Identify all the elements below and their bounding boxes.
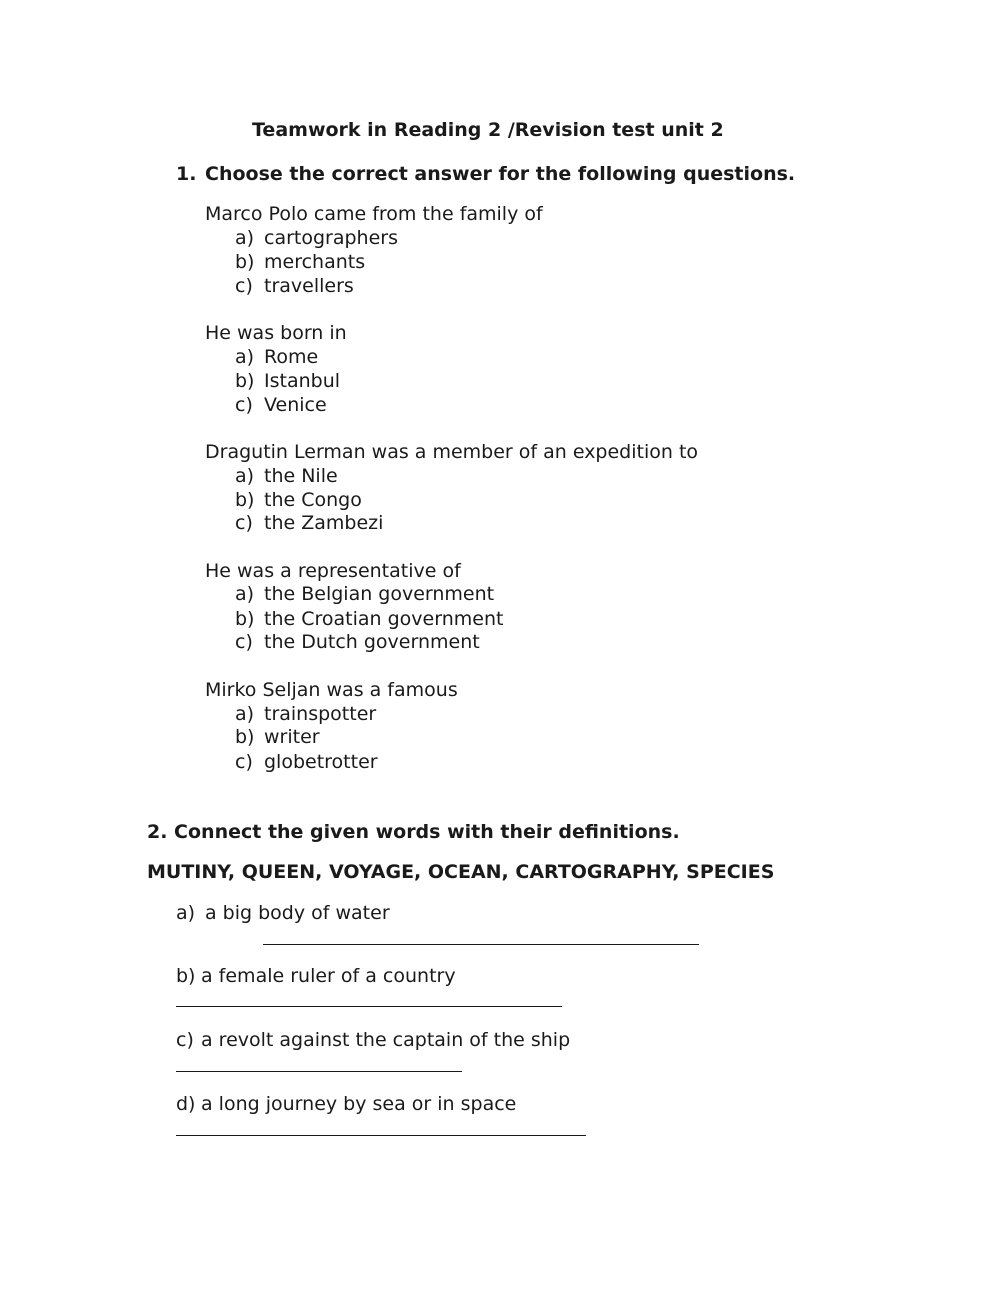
q4-option-b[interactable]: the Croatian government — [264, 608, 504, 630]
answer-blank-d[interactable] — [176, 1135, 586, 1136]
q3-option-a[interactable]: the Nile — [264, 465, 338, 487]
q1-option-b[interactable]: merchants — [264, 251, 366, 273]
definition-c-letter: c) — [176, 1029, 194, 1051]
answer-blank-a[interactable] — [263, 944, 699, 945]
page-title: Teamwork in Reading 2 /Revision test unit 2 — [252, 119, 724, 141]
definition-a-letter: a) — [176, 902, 196, 924]
q5-option-c[interactable]: globetrotter — [264, 751, 378, 773]
q1-option-a[interactable]: cartographers — [264, 227, 398, 249]
definition-d-letter: d) — [176, 1093, 196, 1115]
q4-option-c[interactable]: the Dutch government — [264, 631, 480, 653]
q4-option-a-letter: a) — [235, 583, 255, 605]
q5-option-a[interactable]: trainspotter — [264, 703, 377, 725]
q3-option-b[interactable]: the Congo — [264, 489, 362, 511]
q2-option-a-letter: a) — [235, 346, 255, 368]
q4-option-a[interactable]: the Belgian government — [264, 583, 495, 605]
q2-option-c-letter: c) — [235, 394, 253, 416]
q5-option-a-letter: a) — [235, 703, 255, 725]
q1-option-c-letter: c) — [235, 275, 253, 297]
q4-option-c-letter: c) — [235, 631, 253, 653]
q2-option-c[interactable]: Venice — [264, 394, 327, 416]
definition-c-text: a revolt against the captain of the ship — [201, 1029, 571, 1051]
section-1-heading: Choose the correct answer for the following questions. — [205, 163, 796, 185]
q3-option-b-letter: b) — [235, 489, 255, 511]
q1-option-a-letter: a) — [235, 227, 255, 249]
definition-d-text: a long journey by sea or in space — [201, 1093, 517, 1115]
answer-blank-b[interactable] — [176, 1006, 562, 1007]
q5-option-b[interactable]: writer — [264, 726, 320, 748]
definition-b-text: a female ruler of a country — [201, 965, 456, 987]
q5-option-b-letter: b) — [235, 726, 255, 748]
question-1-prompt: Marco Polo came from the family of — [205, 203, 543, 225]
question-5-prompt: Mirko Seljan was a famous — [205, 679, 458, 701]
question-4-prompt: He was a representative of — [205, 560, 461, 582]
section-2-heading: 2. Connect the given words with their definitions. — [147, 821, 680, 843]
word-bank: MUTINY, QUEEN, VOYAGE, OCEAN, CARTOGRAPHY, SPECIES — [147, 861, 775, 883]
question-3-prompt: Dragutin Lerman was a member of an expedition to — [205, 441, 699, 463]
question-2-prompt: He was born in — [205, 322, 347, 344]
q3-option-c[interactable]: the Zambezi — [264, 512, 384, 534]
q1-option-b-letter: b) — [235, 251, 255, 273]
definition-b-letter: b) — [176, 965, 196, 987]
q3-option-a-letter: a) — [235, 465, 255, 487]
answer-blank-c[interactable] — [176, 1071, 462, 1072]
q1-option-c[interactable]: travellers — [264, 275, 354, 297]
definition-a-text: a big body of water — [205, 902, 390, 924]
q2-option-a[interactable]: Rome — [264, 346, 319, 368]
q3-option-c-letter: c) — [235, 512, 253, 534]
q4-option-b-letter: b) — [235, 608, 255, 630]
q2-option-b-letter: b) — [235, 370, 255, 392]
section-1-number: 1. — [176, 163, 197, 185]
q2-option-b[interactable]: Istanbul — [264, 370, 341, 392]
q5-option-c-letter: c) — [235, 751, 253, 773]
